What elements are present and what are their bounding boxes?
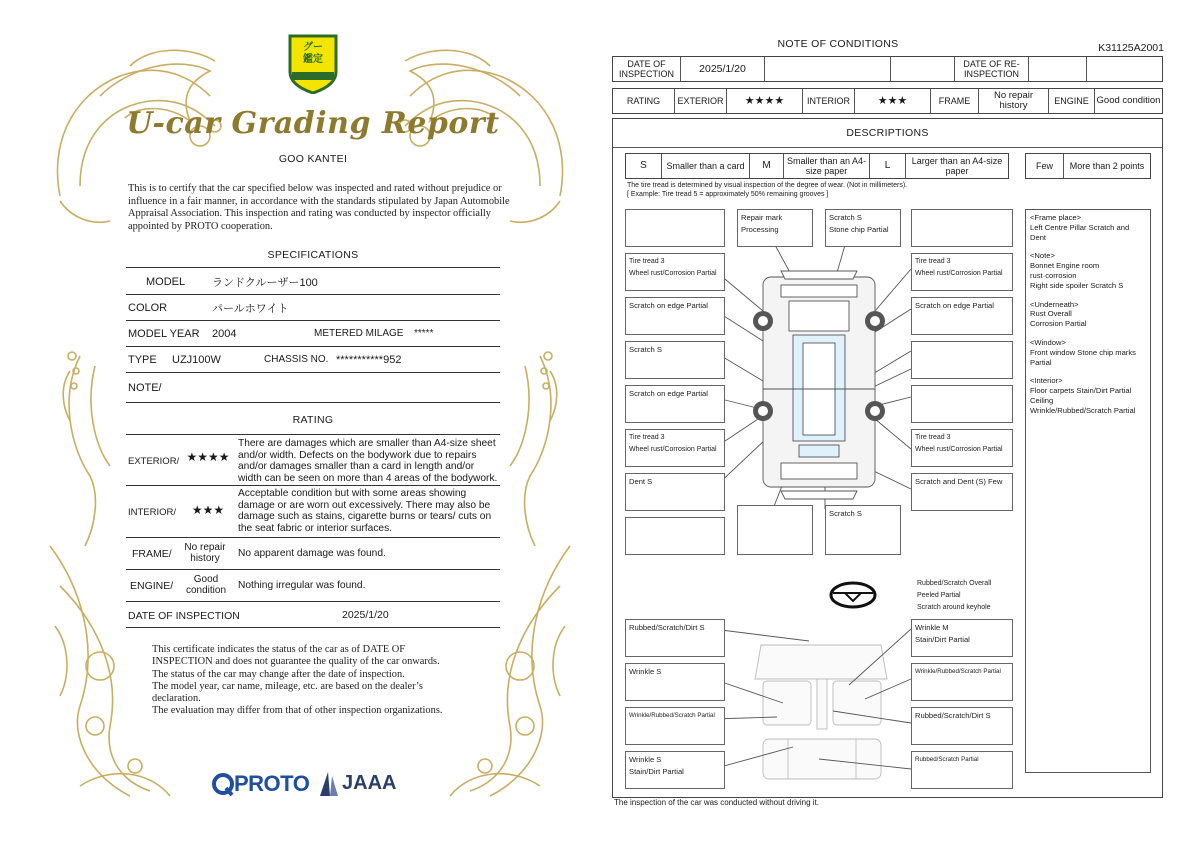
rating-interior (126, 486, 500, 538)
proto-logo-text: PROTO (234, 771, 310, 796)
reinspection-label: DATE OF RE-INSPECTION (955, 57, 1029, 81)
rating-heading: RATING (292, 414, 334, 426)
blank-cell (891, 57, 955, 81)
note-box-interior-1: Rubbed/Scratch/Dirt S (625, 619, 725, 657)
legend-few-desc: More than 2 points (1069, 161, 1145, 171)
spec-row-type (126, 347, 500, 373)
rating-rule (126, 434, 500, 435)
note-box-interior-7: Wrinkle S Stain/Dirt Partial (625, 751, 725, 789)
note-box-scratch-rear: Scratch S (825, 505, 901, 555)
note-box-dent: Dent S (625, 473, 725, 511)
rating-table (612, 88, 1163, 114)
general-note: <Note> Bonnet Engine room rust·corrosion Right side spoiler Scratch S (1030, 251, 1124, 290)
interior-label: INTERIOR (803, 89, 855, 113)
note-box-scratch-top: Scratch S Stone chip Partial (825, 209, 901, 247)
frame-value: No repair history (184, 542, 226, 564)
note-box-scratch-left: Scratch S (625, 341, 725, 379)
specifications-rule (126, 267, 500, 268)
disclaimer-line: The status of the car may change after the date of inspection. (152, 668, 405, 680)
chassis-value: ***********952 (336, 353, 402, 366)
rating-label: RATING (613, 89, 675, 113)
model-label: MODEL (146, 275, 186, 288)
color-label: COLOR (128, 301, 168, 314)
engine-value: Good condition (1096, 95, 1161, 106)
frame-label: FRAME (931, 89, 979, 113)
legend-s-desc: Smaller than a card (662, 154, 750, 178)
type-value: UZJ100W (172, 353, 221, 366)
interior-note: <Interior> Floor carpets Stain/Dirt Partial Ceiling Wrinkle/Rubbed/Scratch Partial (1030, 376, 1136, 415)
side-notes-panel (1025, 209, 1151, 773)
date-value: 2025/1/20 (681, 57, 765, 81)
model-year-value: 2004 (212, 327, 237, 340)
underneath-note: <Underneath> Rust Overall Corrosion Partial (1030, 299, 1087, 329)
note-box-scratch-dent: Scratch and Dent (S) Few (911, 473, 1013, 511)
disclaimer-line: The model year, car name, mileage, etc. are based on the dealer’s (152, 680, 423, 692)
model-value: ランドクルーザー100 (212, 276, 318, 289)
note-title: NOTE OF CONDITIONS (777, 38, 899, 50)
frame-description: No apparent damage was found. (238, 548, 386, 559)
steering-wheel-icon (831, 583, 875, 607)
exterior-label: EXTERIOR/ (128, 456, 180, 467)
disclaimer-line: The evaluation may differ from that of other inspection organizations. (152, 705, 443, 717)
goo-kantei-badge (286, 32, 340, 94)
inspection-date-table (612, 56, 1163, 82)
window-note: <Window> Front window Stone chip marks Partial (1030, 337, 1136, 367)
legend-s: S (626, 154, 662, 178)
note-box-tire-front-left: Tire tread 3 Wheel rust/Corrosion Partial (625, 253, 725, 291)
note-box-interior-4: Wrinkle/Rubbed/Scratch Partial (911, 663, 1013, 701)
note-box-interior-2: Wrinkle M Stain/Dirt Partial (911, 619, 1013, 657)
legend-few: Few (1026, 154, 1064, 178)
interior-description: Acceptable condition but with some areas showing damage or are worn out excessively. There may also be damage such as stains, cigarette burns or tears/ cuts on the seat fabric or interior surfaces. (238, 488, 492, 534)
grading-certificate (40, 26, 580, 826)
date-label: DATE OF INSPECTION (613, 57, 681, 81)
interior-stars: ★★★ (855, 89, 931, 113)
color-value: パールホワイト (212, 302, 289, 315)
spec-row-year (126, 321, 500, 347)
note-box-steering: Rubbed/Scratch Overall Peeled Partial Scratch around keyhole (913, 575, 1013, 615)
legend-l-desc: Larger than an A4-size paper (911, 156, 1003, 176)
note-box-tire-rear-right: Tire tread 3 Wheel rust/Corrosion Partial (911, 429, 1013, 467)
report-subtitle: GOO KANTEI (278, 153, 348, 165)
rating-frame (126, 538, 500, 570)
note-box-tire-rear-left: Tire tread 3 Wheel rust/Corrosion Partial (625, 429, 725, 467)
note-box-edge-front-right: Scratch on edge Partial (911, 297, 1013, 335)
note-box-empty (911, 209, 1013, 247)
interior-label: INTERIOR/ (128, 507, 177, 518)
note-box-interior-5: Wrinkle/Rubbed/Scratch Partial (625, 707, 725, 745)
date-of-inspection-value: 2025/1/20 (342, 609, 389, 621)
frame-label: FRAME/ (132, 548, 172, 560)
jaaa-logo-text: JAAA (342, 772, 397, 794)
proto-logo-icon (212, 772, 234, 796)
engine-description: Nothing irregular was found. (238, 580, 366, 591)
rating-engine (126, 570, 500, 602)
note-box-edge-front-left: Scratch on edge Partial (625, 297, 725, 335)
note-box-empty (737, 505, 813, 555)
chassis-label: CHASSIS NO. (264, 354, 329, 365)
note-box-edge-rear-left: Scratch on edge Partial (625, 385, 725, 423)
blank-cell (765, 57, 891, 81)
badge-text: グー 鑑定 (303, 42, 323, 65)
disclaimer-line: INSPECTION and does not guarantee the quality of the car onwards. (152, 656, 440, 668)
engine-label: ENGINE/ (130, 580, 174, 592)
note-of-conditions (612, 30, 1164, 810)
frame-value: No repair history (979, 89, 1049, 113)
note-box-interior-6: Rubbed/Scratch/Dirt S (911, 707, 1013, 745)
metered-milage-value: ***** (414, 328, 434, 339)
note-box-empty (911, 341, 1013, 379)
note-box-empty (625, 209, 725, 247)
model-year-label: MODEL YEAR (128, 327, 200, 340)
exterior-stars: ★★★★ (727, 89, 803, 113)
rating-date (126, 602, 500, 628)
interior-stars: ★★★ (191, 503, 225, 517)
date-of-inspection-label: DATE OF INSPECTION (128, 610, 240, 622)
note-box-repair: Repair mark Processing (737, 209, 813, 247)
tire-note-line: The tire tread is determined by visual inspection of the degree of wear. (Not in millimeters). (627, 182, 908, 189)
note-box-interior-8: Rubbed/Scratch Partial (911, 751, 1013, 789)
certification-statement: This is to certify that the car specified below was inspected and rated without prejudice or influence in a fair manner, in accordance with the standards stipulated by Japan Automobile Appraisal Association. This inspection and rating was conducted by inspector officially appointed by PROTO cooperation. (128, 183, 510, 232)
engine-value: Good condition (185, 574, 227, 596)
jaaa-logo-icon (318, 770, 340, 798)
spec-row-model (126, 269, 500, 295)
report-title: U-car Grading Report (126, 106, 500, 141)
legend-l: L (870, 154, 906, 178)
exterior-stars: ★★★★ (186, 450, 230, 464)
descriptions-heading: DESCRIPTIONS (846, 127, 929, 139)
disclaimer-line: This certificate indicates the status of the car as of DATE OF (152, 644, 406, 655)
legend-m-desc: Smaller than an A4-size paper (784, 154, 870, 178)
disclaimer-line: declaration. (152, 693, 201, 705)
note-box-empty (625, 517, 725, 555)
certificate-disclaimer (152, 644, 512, 718)
reinspection-value (1029, 57, 1087, 81)
spec-row-color (126, 295, 500, 321)
spec-row-note (126, 373, 500, 403)
blank-cell (1087, 57, 1162, 81)
footer-logos (212, 770, 432, 800)
note-box-tire-front-right: Tire tread 3 Wheel rust/Corrosion Partial (911, 253, 1013, 291)
exterior-label: EXTERIOR (675, 89, 727, 113)
exterior-description: There are damages which are smaller than A4-size sheet and/or width. Defects on the bodywork due to repairs and/or damages smaller than a card in length and/or width can be seen on more than 4 areas of the bodywork. (238, 438, 498, 484)
note-box-interior-3: Wrinkle S (625, 663, 725, 701)
note-id: K31125A2001 (1098, 42, 1164, 54)
descriptions-panel (612, 118, 1163, 798)
type-label: TYPE (128, 353, 157, 366)
legend-m: M (750, 154, 784, 178)
inspection-footer-note: The inspection of the car was conducted without driving it. (614, 798, 819, 807)
note-label: NOTE/ (128, 381, 162, 394)
engine-label: ENGINE (1049, 89, 1095, 113)
rating-exterior (126, 436, 500, 486)
note-box-empty (911, 385, 1013, 423)
specifications-heading: SPECIFICATIONS (267, 249, 359, 261)
frame-place-note: <Frame place> Left Centre Pillar Scratch and Dent (1030, 213, 1130, 242)
metered-milage-label: METERED MILAGE (314, 328, 404, 339)
tire-note-line: [ Example: Tire tread 5 = approximately 50% remaining grooves ] (627, 191, 829, 198)
